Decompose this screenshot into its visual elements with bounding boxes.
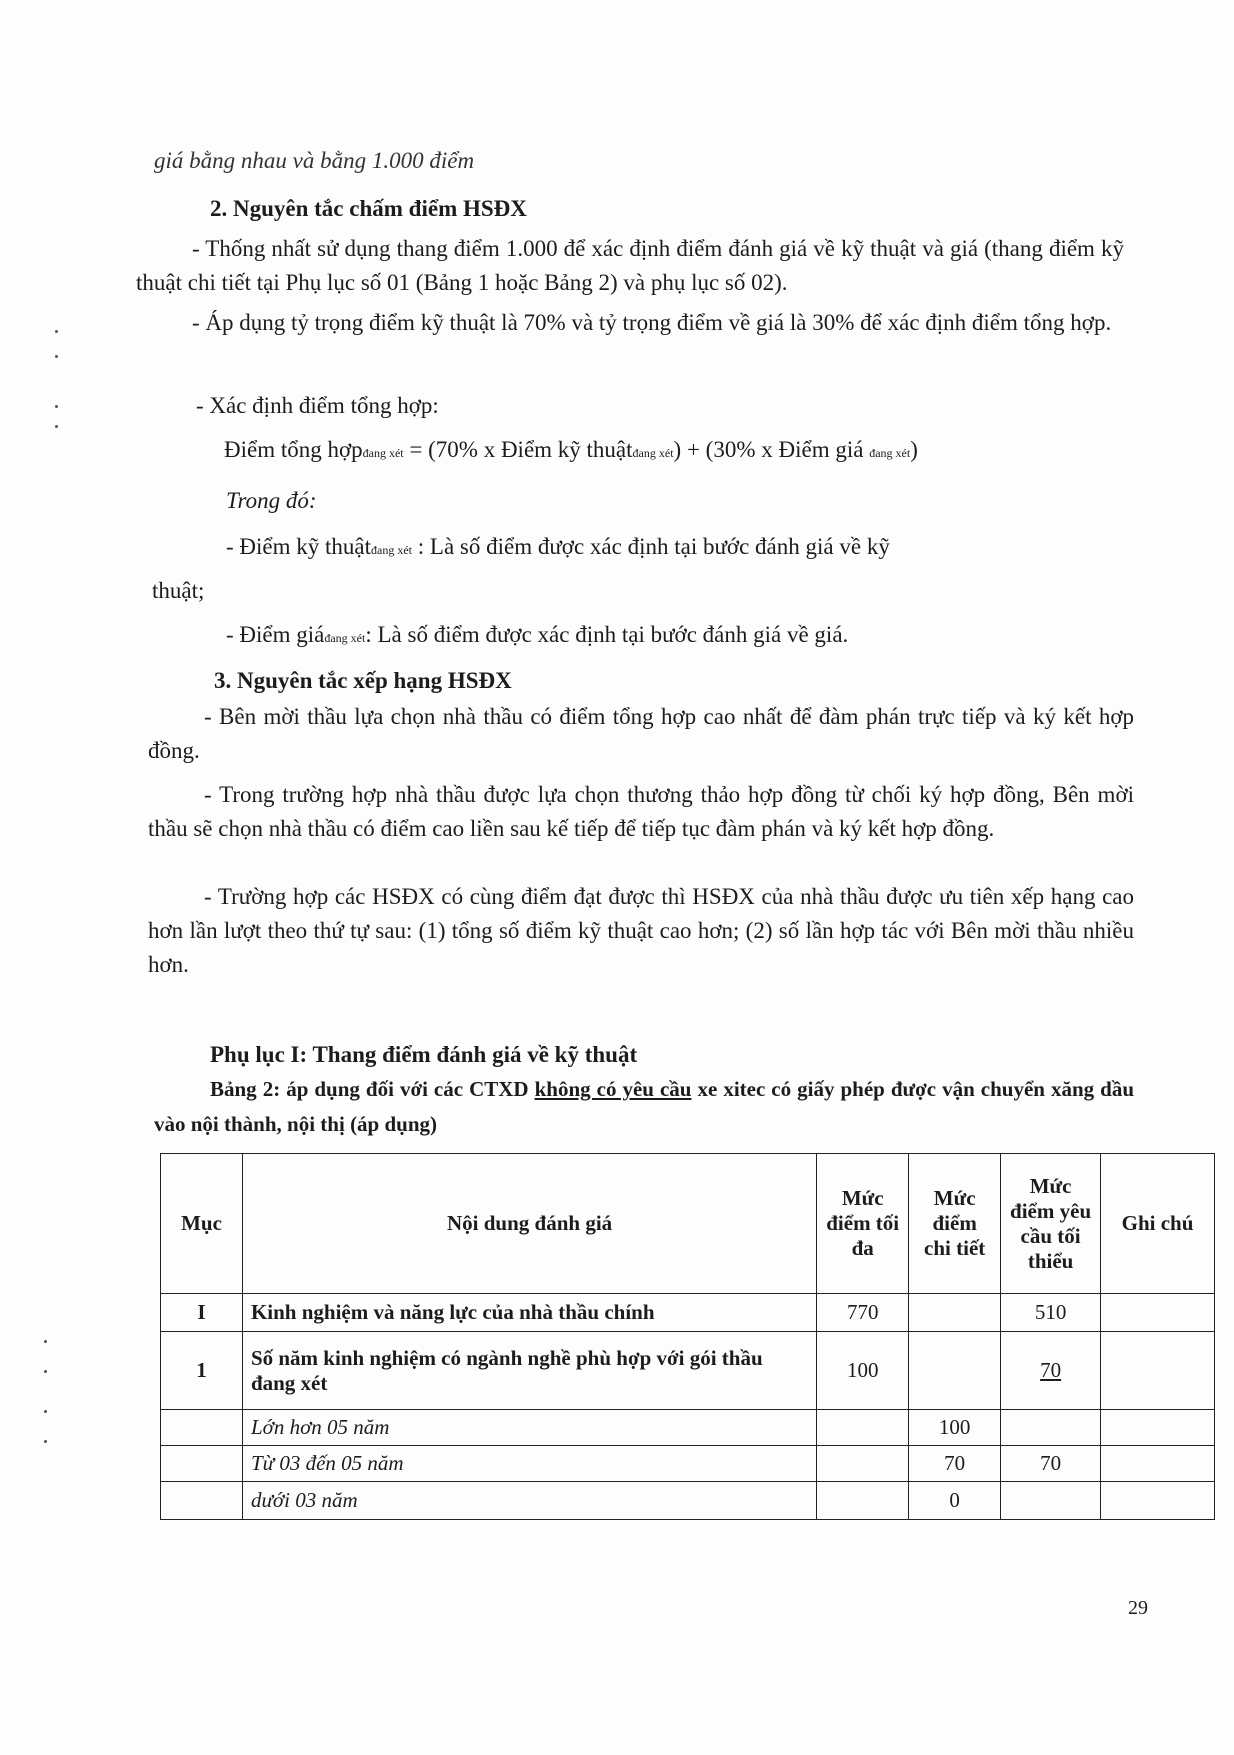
cell-muc	[161, 1482, 243, 1520]
cell-muc: I	[161, 1294, 243, 1332]
page-number: 29	[1128, 1597, 1148, 1619]
trong-do-label: Trong đó:	[226, 488, 317, 513]
cell-toi-thieu: 70	[1001, 1332, 1101, 1410]
definition-technical-sub: đang xét	[371, 543, 412, 557]
definition-technical-text: : Là số điểm được xác định tại bước đánh giá về kỹ	[412, 534, 890, 559]
cell-toi-da: 100	[817, 1332, 909, 1410]
cell-noi-dung: Lớn hơn 05 năm	[242, 1410, 816, 1446]
definition-price-term: - Điểm giá	[226, 622, 325, 647]
cell-chi-tiet	[909, 1294, 1001, 1332]
header-ghi-chu: Ghi chú	[1101, 1154, 1215, 1294]
formula-part-3: ) + (30% x Điểm giá	[673, 437, 870, 462]
header-muc: Mục	[161, 1154, 243, 1294]
section-3-paragraph-1: - Bên mời thầu lựa chọn nhà thầu có điểm tổng hợp cao nhất để đàm phán trực tiếp và ký kết hợp đồng.	[148, 704, 1134, 763]
table-row	[161, 1294, 1215, 1332]
cell-noi-dung: Số năm kinh nghiệm có ngành nghề phù hợp với gói thầu đang xét	[242, 1332, 816, 1410]
table-caption-end: xe xitec có giấy phép được vận chuyển xăng dầu vào nội thành, nội thị (áp dụng)	[154, 1077, 1134, 1136]
table-row	[161, 1410, 1215, 1446]
definition-price-sub: đang xét	[324, 631, 366, 645]
header-toi-da: Mức điểm tối đa	[817, 1154, 909, 1294]
cell-ghi-chu	[1101, 1294, 1215, 1332]
table-row	[161, 1446, 1215, 1482]
section-2-paragraph-1: - Thống nhất sử dụng thang điểm 1.000 để xác định điểm đánh giá về kỹ thuật và giá (thang điểm kỹ thuật chi tiết tại Phụ lục số 01 (Bảng 1 hoặc Bảng 2) và phụ lục số 02).	[136, 236, 1124, 295]
scan-dot	[44, 1370, 47, 1373]
table-caption	[154, 1072, 1134, 1142]
technical-score-table	[160, 1153, 1215, 1520]
cell-muc	[161, 1446, 243, 1482]
section-2-paragraph-3: - Xác định điểm tổng hợp:	[196, 393, 439, 418]
cell-toi-da: 770	[817, 1294, 909, 1332]
section-2-title: 2. Nguyên tắc chấm điểm HSĐX	[210, 196, 527, 221]
cell-chi-tiet: 0	[909, 1482, 1001, 1520]
header-toi-thieu: Mức điểm yêu cầu tối thiểu	[1001, 1154, 1101, 1294]
cell-muc: 1	[161, 1332, 243, 1410]
cell-noi-dung: Từ 03 đến 05 năm	[242, 1446, 816, 1482]
cell-ghi-chu	[1101, 1410, 1215, 1446]
table-row	[161, 1482, 1215, 1520]
formula-part-1: Điểm tổng hợp	[224, 437, 363, 462]
cell-toi-da	[817, 1446, 909, 1482]
definition-technical-continued: thuật;	[152, 578, 205, 603]
section-3-paragraph-2: - Trong trường hợp nhà thầu được lựa chọn thương thảo hợp đồng từ chối ký hợp đồng, Bên mời thầu sẽ chọn nhà thầu có điểm cao liền sau kế tiếp để tiếp tục đàm phán và ký kết hợp đồng.	[148, 782, 1134, 841]
cell-chi-tiet	[909, 1332, 1001, 1410]
scan-dot	[44, 1410, 47, 1413]
cell-toi-thieu	[1001, 1482, 1101, 1520]
header-noi-dung	[242, 1154, 816, 1294]
cell-ghi-chu	[1101, 1482, 1215, 1520]
cell-chi-tiet: 70	[909, 1446, 1001, 1482]
section-2-paragraph-2: - Áp dụng tỷ trọng điểm kỹ thuật là 70% và tỷ trọng điểm về giá là 30% để xác định điểm tổng hợp.	[192, 310, 1112, 335]
appendix-title: Phụ lục I: Thang điểm đánh giá về kỹ thuật	[210, 1042, 638, 1067]
section-3-paragraph-3: - Trường hợp các HSĐX có cùng điểm đạt được thì HSĐX của nhà thầu được ưu tiên xếp hạng cao hơn lần lượt theo thứ tự sau: (1) tổng số điểm kỹ thuật cao hơn; (2) số lần hợp tác với Bên mời thầu nhiều hơn.	[148, 884, 1134, 977]
cell-toi-thieu	[1001, 1410, 1101, 1446]
table-caption-underlined: không có yêu cầu	[534, 1077, 692, 1101]
scan-dot	[44, 1340, 47, 1343]
definition-technical-term: - Điểm kỹ thuật	[226, 534, 371, 559]
intro-line: giá bằng nhau và bằng 1.000 điểm	[154, 148, 475, 173]
table-header-row	[161, 1154, 1215, 1294]
formula-part-4: )	[910, 437, 918, 462]
definition-price	[226, 622, 848, 648]
cell-toi-thieu: 70	[1001, 1446, 1101, 1482]
definition-technical	[226, 534, 890, 560]
formula-sub-3: đang xét	[869, 446, 911, 460]
section-3-title: 3. Nguyên tắc xếp hạng HSĐX	[214, 668, 512, 693]
scan-dot	[55, 405, 58, 408]
cell-toi-da	[817, 1482, 909, 1520]
definition-price-text: : Là số điểm được xác định tại bước đánh giá về giá.	[365, 622, 849, 647]
scan-dot	[55, 330, 58, 333]
formula	[224, 437, 918, 463]
formula-sub-1: đang xét	[362, 446, 404, 460]
header-chi-tiet: Mức điểm chi tiết	[909, 1154, 1001, 1294]
cell-ghi-chu	[1101, 1332, 1215, 1410]
cell-noi-dung: dưới 03 năm	[242, 1482, 816, 1520]
scan-dot	[55, 425, 58, 428]
cell-ghi-chu	[1101, 1446, 1215, 1482]
cell-toi-thieu: 510	[1001, 1294, 1101, 1332]
header-noi-dung-text: Nội dung đánh giá	[447, 1211, 613, 1235]
cell-chi-tiet: 100	[909, 1410, 1001, 1446]
formula-part-2: = (70% x Điểm kỹ thuật	[403, 437, 633, 462]
scan-dot	[55, 355, 58, 358]
table-caption-start: Bảng 2: áp dụng đối với các CTXD	[210, 1077, 535, 1101]
cell-noi-dung: Kinh nghiệm và năng lực của nhà thầu chính	[242, 1294, 816, 1332]
table-row	[161, 1332, 1215, 1410]
cell-muc	[161, 1410, 243, 1446]
scan-dot	[44, 1440, 47, 1443]
cell-toi-da	[817, 1410, 909, 1446]
formula-sub-2: đang xét	[632, 446, 674, 460]
